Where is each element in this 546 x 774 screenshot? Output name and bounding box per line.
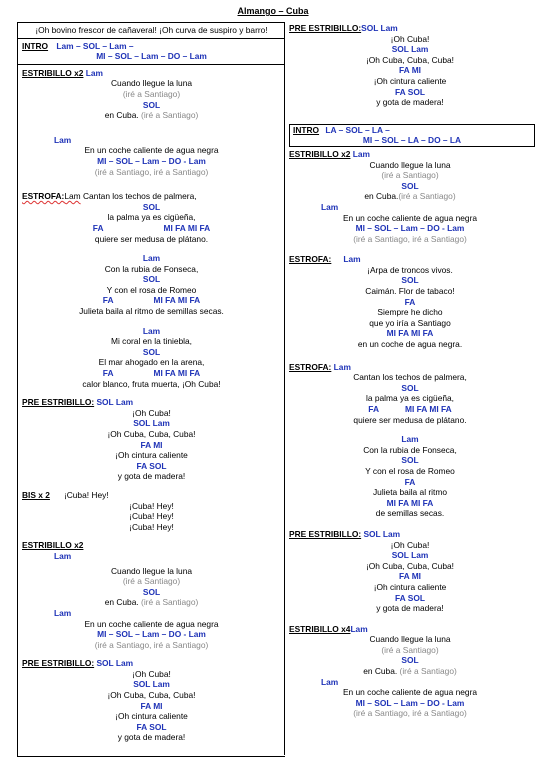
lyric-line: la palma ya es cigüeña, [366,393,454,404]
lyric-line: Siempre he dicho [377,307,443,318]
section-label: ESTROFA: [289,254,332,265]
chord: SOL [401,180,419,191]
lyric-line: en Cuba. [364,191,399,202]
lyric-line: la palma ya es cigüeña, [107,212,196,223]
chord: Lam [321,201,339,212]
intro-section [18,39,285,65]
lyric-line: En un coche caliente de agua negra [342,212,478,223]
chord: FA MI [140,700,163,711]
chord: Lam [54,134,72,145]
lyric-line: Cantan los techos de palmera, [353,372,467,383]
chord: Lam [333,361,351,372]
lyric-line: En un coche caliente de agua negra [84,618,219,629]
lyric-line: Mi coral en la tiniebla, [111,336,192,347]
chord: FA [404,296,416,307]
chord: SOL [142,274,161,285]
chord: Lam [401,434,419,445]
lyric-line: ¡Cuba! Hey! [129,500,174,511]
lyric-line: Cuando llegue la luna [369,159,451,170]
estrofa-1 [18,191,285,389]
lyric-line: y gota de madera! [117,471,186,482]
chord: SOL Lam [96,397,134,408]
chord: FA [102,295,114,306]
section-label: PRE ESTRIBILLO: [289,528,362,539]
lyric-line: ¡Oh cintura caliente [373,581,447,592]
lyric-line: Cuando llegue la luna [369,634,451,645]
lyric-line: en un coche de agua negra. [357,339,463,350]
lyric-line: En un coche caliente de agua negra [84,145,219,156]
lyric-line: (iré a Santiago, iré a Santiago) [353,708,467,719]
chord: FA SOL [395,86,425,97]
lyric-line: ¡Oh Cuba, Cuba, Cuba! [107,429,196,439]
chord: FA [368,404,379,414]
estribillo-1 [18,68,285,177]
lyric-line: (iré a Santiago, iré a Santiago) [94,166,209,177]
intro-label: INTRO [22,40,49,51]
estribillo-r2 [285,624,535,719]
lyric-line: Cuando llegue la luna [110,78,193,89]
lyric-line: (iré a Santiago) [141,110,199,121]
section-label: ESTROFA: [22,191,65,202]
lyric-line: (iré a Santiago, iré a Santiago) [353,233,467,244]
intro-label: INTRO [293,124,320,135]
lyric-line: y gota de madera! [376,603,444,614]
lyric-line: que yo iría a Santiago [369,317,451,328]
lyric-line: quiere ser medusa de plátano. [94,233,209,244]
intro-chords-2: MI – SOL – LA – DO – LA [362,135,462,146]
lyric-line: calor blanco, fruta muerta, ¡Oh Cuba! [82,378,221,389]
lyric-line: y gota de madera! [117,732,186,743]
estrofa-r1 [285,254,535,349]
lyric-line: Julieta baila al ritmo [372,487,447,498]
lyric-line: Julieta baila al ritmo de semillas secas. [79,306,224,317]
chord: SOL [142,201,161,212]
lyric-line: (iré a Santiago) [398,191,456,202]
lyric-line: (iré a Santiago) [399,666,457,677]
chord: MI FA MI FA [386,328,434,339]
lyric-line: ¡Arpa de troncos vivos. [367,264,453,275]
section-label: ESTRIBILLO x2 [22,540,84,551]
chord: MI FA MI FA [163,222,211,233]
lyric-line: en Cuba. [363,666,398,677]
chord: SOL [401,455,419,466]
bis-section [18,490,285,532]
chord: FA MI [140,439,163,450]
chord: MI – SOL – Lam – DO - Lam [97,629,206,640]
section-label: ESTRIBILLO x4 [289,623,351,634]
lyric-line: Y con el rosa de Romeo [365,465,455,476]
chord: MI FA MI FA [386,497,434,508]
chord: MI FA MI FA [153,295,201,306]
section-label: PRE ESTRIBILLO: [22,397,95,408]
left-column [17,22,285,757]
chord: SOL [142,99,161,110]
lyric-line: quiere ser medusa de plátano. [353,414,467,425]
chord: FA [92,222,104,233]
chord: SOL [142,586,161,597]
lyric-line: en Cuba. [104,597,139,608]
chord: FA SOL [136,721,167,732]
chord: Lam [142,253,161,264]
lyric-line: Con la rubia de Fonseca, [104,263,199,274]
lyric-line: Y con el rosa de Romeo [106,284,197,295]
section-label: BIS x 2 [22,489,50,500]
lyric-line: ¡Cuba! Hey! [129,511,174,522]
chord: FA MI [398,571,422,582]
lyric-line: ¡Oh cintura caliente [373,75,447,86]
section-label: ESTROFA: [289,361,332,372]
estribillo-2 [18,540,285,650]
pre-estribillo-0 [285,22,535,114]
intro-section [289,124,535,147]
lyric-line: (iré a Santiago) [381,644,439,655]
chord: SOL Lam [133,679,170,690]
lyric-line: ¡Cuba! Hey! [63,489,109,500]
section-label: ESTRIBILLO x2 [289,148,351,159]
lyric-line: ¡Oh Cuba! [390,539,430,550]
intro-chords-1: LA – SOL – LA – [325,124,390,135]
lyric-line: El mar ahogado en la arena, [98,357,205,368]
lyric-line: (iré a Santiago) [381,170,439,181]
chord: MI FA MI FA [153,368,201,379]
chord: SOL Lam [133,418,170,429]
chord: SOL [401,275,419,286]
pre-estribillo-2 [18,658,285,743]
chord: SOL Lam [361,23,398,33]
lyric-line: Cantan los techos de palmera, [82,191,197,202]
lyric-line: En un coche caliente de agua negra [342,687,478,698]
chord: Lam [352,148,370,159]
chord: MI – SOL – Lam – DO - Lam [355,223,465,234]
lyric-line: ¡Oh Cuba, Cuba, Cuba! [366,560,454,571]
chord: Lam [343,254,361,265]
pre-estribillo-1 [18,397,285,482]
chord: Lam [321,676,339,687]
chord: Lam [54,550,72,561]
lyric-line: Caimán. Flor de tabaco! [365,286,455,297]
lyric-line: ¡Oh Cuba! [390,33,430,44]
chord: FA SOL [136,460,167,471]
chord: MI FA MI FA [405,404,452,414]
lyric-line: ¡Cuba! Hey! [129,521,174,532]
lyric-line: en Cuba. [104,110,139,121]
estrofa-r2 [285,362,535,519]
section-label: PRE ESTRIBILLO: [289,23,362,33]
chord: SOL [142,346,161,357]
chord: FA [404,476,416,487]
lyric-line: ¡Oh cintura caliente [115,450,188,461]
lyric-line: (iré a Santiago, iré a Santiago) [94,639,209,650]
chord: FA MI [398,65,422,76]
lyric-line: ¡Oh Cuba, Cuba, Cuba! [366,54,454,65]
chord: Lam [54,607,72,618]
lyric-line: Cuando llegue la luna [110,565,193,576]
lyric-line: (iré a Santiago) [141,597,199,608]
lyric-line: ¡Oh Cuba! [132,668,171,679]
chord: SOL Lam [363,528,401,539]
chord: SOL Lam [391,44,429,55]
chord: MI – SOL – Lam – DO - Lam [355,697,465,708]
chord: MI – SOL – Lam – DO - Lam [97,155,206,166]
lyric-line: ¡Oh cintura caliente [115,711,188,722]
lyric-line: (iré a Santiago) [122,576,181,587]
section-label: PRE ESTRIBILLO: [22,658,95,669]
document-title: Almango – Cuba [237,6,309,16]
chord: FA [102,368,114,379]
chord: SOL Lam [96,658,134,669]
opening-lines: ¡Oh bovino frescor de cañaveral! ¡Oh curva de suspiro y barro! [18,23,285,39]
section-label: ESTRIBILLO x2 [22,67,84,78]
right-column [284,22,535,755]
lyric-line: de semillas secas. [375,508,445,519]
chord: Lam [85,67,103,78]
chord: SOL [401,655,419,666]
chord: SOL Lam [391,550,429,561]
intro-chords-2: MI – SOL – Lam – DO – Lam [96,51,207,62]
chord: Lam [142,325,161,336]
lyric-line: Con la rubia de Fonseca, [363,444,457,455]
chord: FA SOL [395,592,425,603]
chord: Lam [350,623,368,634]
lyric-line: ¡Oh Cuba! [132,407,171,418]
lyric-line: y gota de madera! [376,97,444,108]
chord: Lam [64,191,81,202]
chord: SOL [401,382,419,393]
lyric-line: ¡Oh Cuba, Cuba, Cuba! [107,690,196,701]
estribillo-r1 [285,149,535,244]
intro-chords-1: Lam – SOL – Lam – [56,40,134,51]
lyric-line: (iré a Santiago) [122,88,181,99]
pre-estribillo-r2 [285,529,535,614]
